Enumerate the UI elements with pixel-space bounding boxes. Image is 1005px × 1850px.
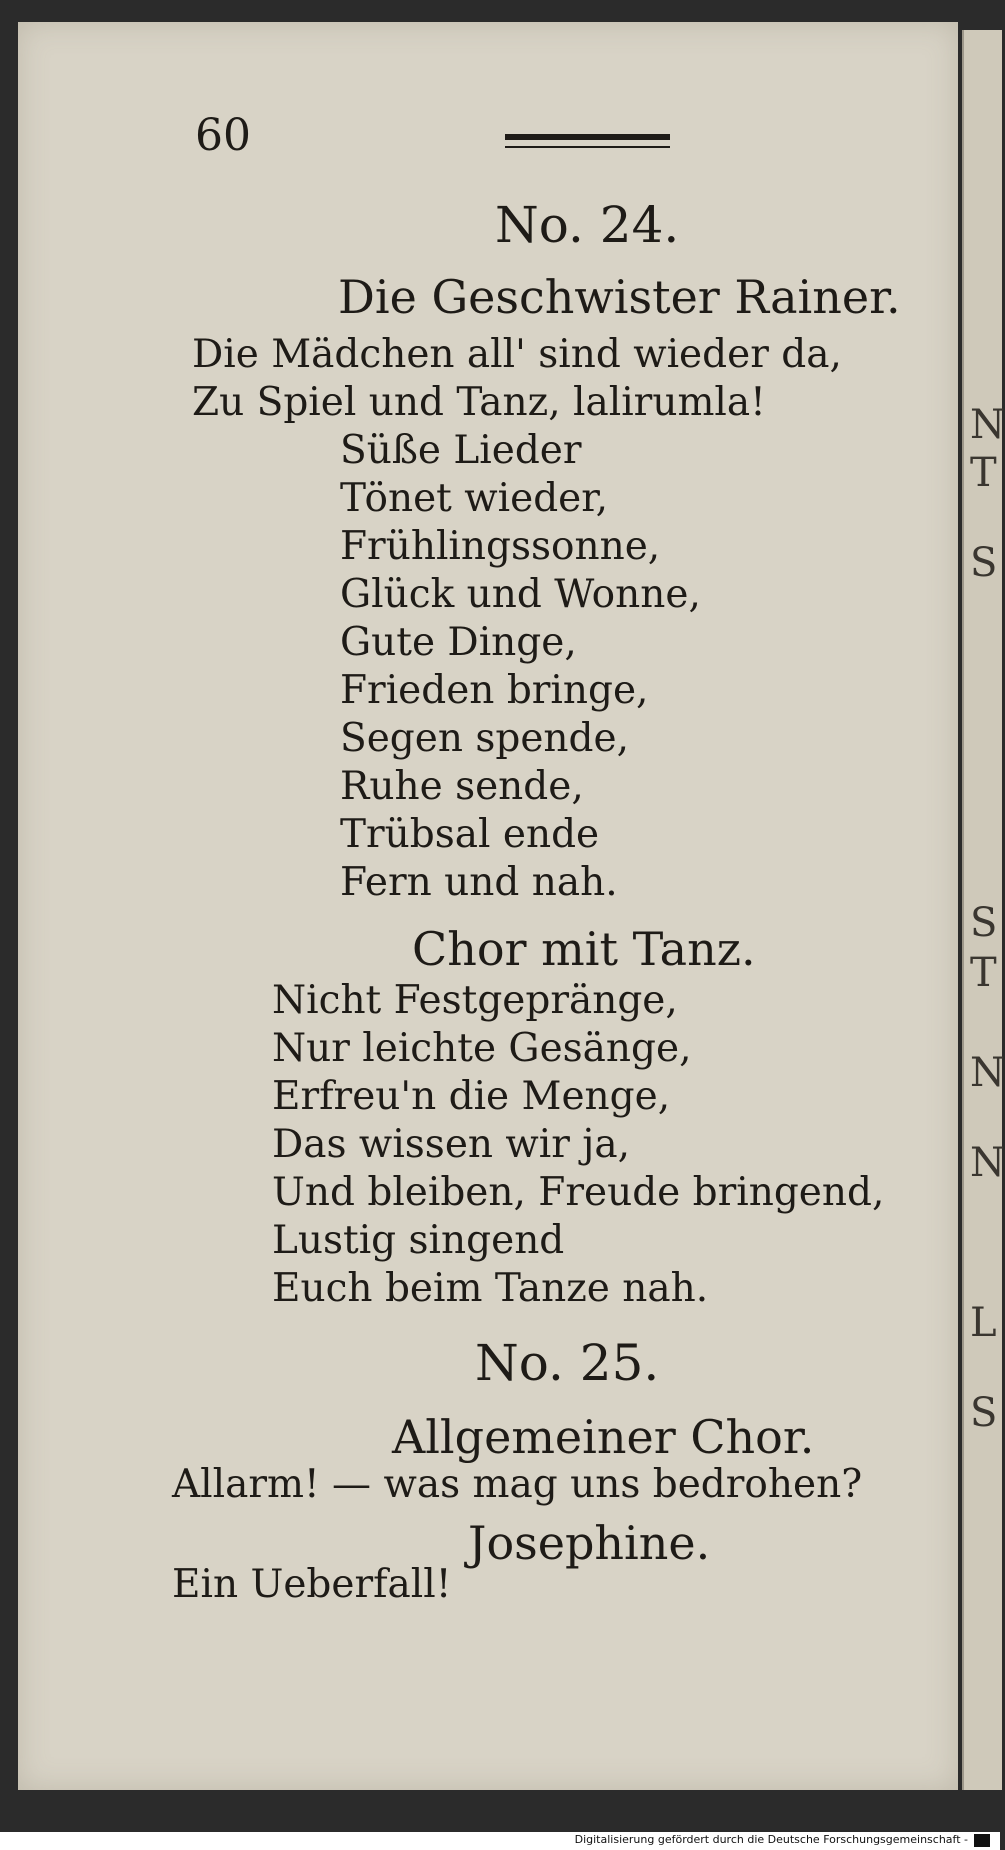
- verse-line: Die Mädchen all' sind wieder da,: [192, 332, 842, 377]
- facing-letter: S: [970, 1390, 998, 1436]
- section-heading: No. 25.: [475, 1334, 660, 1392]
- facing-page-edge: [962, 30, 1005, 1790]
- footer-bar: [0, 1832, 1000, 1850]
- verse-line: Allarm! — was mag uns bedrohen?: [172, 1462, 863, 1507]
- chorus-line: Euch beim Tanze nah.: [272, 1266, 709, 1311]
- header-rule: [505, 134, 670, 140]
- chorus-line: Und bleiben, Freude bringend,: [272, 1170, 885, 1215]
- verse-line: Trübsal ende: [340, 812, 600, 857]
- verse-line: Zu Spiel und Tanz, lalirumla!: [192, 380, 766, 425]
- dfg-logo-icon: [974, 1834, 990, 1847]
- verse-line: Fern und nah.: [340, 860, 618, 905]
- chorus-line: Nur leichte Gesänge,: [272, 1026, 692, 1071]
- verse-line: Glück und Wonne,: [340, 572, 701, 617]
- facing-letter: S: [970, 900, 998, 946]
- speaker-name: Josephine.: [468, 1516, 711, 1570]
- section-heading: No. 24.: [495, 196, 680, 254]
- chorus-line: Das wissen wir ja,: [272, 1122, 631, 1167]
- page-number: 60: [195, 110, 251, 161]
- verse-line: Süße Lieder: [340, 428, 582, 473]
- chorus-line: Erfreu'n die Menge,: [272, 1074, 671, 1119]
- chorus-line: Nicht Festgepränge,: [272, 978, 678, 1023]
- verse-line: Tönet wieder,: [340, 476, 608, 521]
- facing-letter: S: [970, 540, 998, 586]
- facing-letter: N: [970, 402, 1005, 448]
- footer-text: Digitalisierung gefördert durch die Deutsche Forschungsgemeinschaft -: [574, 1833, 968, 1846]
- header-rule-thin: [505, 146, 670, 148]
- verse-line: Ein Ueberfall!: [172, 1562, 452, 1607]
- facing-letter: N: [970, 1140, 1005, 1186]
- section-title: Allgemeiner Chor.: [392, 1410, 815, 1464]
- verse-line: Frühlingssonne,: [340, 524, 661, 569]
- verse-line: Frieden bringe,: [340, 668, 649, 713]
- facing-letter: T: [970, 450, 997, 496]
- chorus-line: Lustig singend: [272, 1218, 565, 1263]
- facing-letter: T: [970, 950, 997, 996]
- verse-line: Ruhe sende,: [340, 764, 584, 809]
- facing-letter: N: [970, 1050, 1005, 1096]
- section-title: Die Geschwister Rainer.: [338, 270, 901, 324]
- verse-line: Segen spende,: [340, 716, 629, 761]
- facing-letter: L: [970, 1300, 997, 1346]
- chorus-title: Chor mit Tanz.: [412, 922, 756, 976]
- verse-line: Gute Dinge,: [340, 620, 577, 665]
